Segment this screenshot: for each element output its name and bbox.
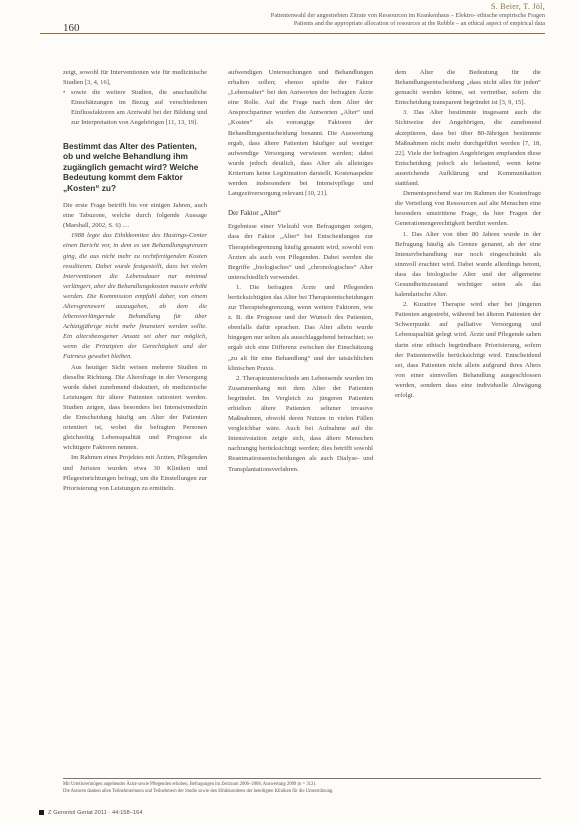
running-author: S. Beier, T. Jöl, (490, 2, 545, 11)
bullet-item: • sowie die weitere Studien, die anschauliche Einschätzungen im Bezug auf verschiedenen Einflussfaktoren am Arztwahl bei der Bildung und zur Interpretation von Angehörigen [11, 13, 19]. (63, 88, 207, 128)
paragraph: Die erste Frage betrifft bis vor einigen Jahren, auch eine Tabuzone, welche durch folgende Aussage (Marshall, 2002, S. 6) .... (63, 202, 207, 230)
footnote-2: Die Autoren danken allen Teilnehmerinnen und Teilnehmern der Studie sowie den Ethikkomitees der beteiligten Kliniken für die Unterstützung. (63, 788, 334, 794)
quote: 1988 legte das Ethikkomitee des Hastings-Center einen Bericht vor, in dem es um Behandlungsgrenzen ging, die aus nicht mehr zu rechtfertigenden Kosten resultieren. Dabei wurde festgestellt, dass bei vielen Interventionen die Lebensdauer nur minimal verlängert, aber die Behandlungskosten massiv erhöht werden. Die Kommission empfahl daher, von einem Altersgrenzwert auszugehen, ab dem die lebensverlängernde Behandlung für über Achtzigjährige nicht mehr finanziert werden sollte. Ein altersbezogener Ansatz sei aber nur möglich, wenn die Prinzipien der Gerechtigkeit und der Fairness gewahrt bleiben. (63, 232, 207, 361)
footnotes (63, 782, 541, 795)
paragraph: aufwendigen Untersuchungen und Behandlungen erhalten sollen; ebenso spielte der Faktor „Lebensalter“ bei den Antworten der befragten Ärzte eine Rolle. Auf die Frage nach dem Alter der Ansprechpartner wurden die Antworten „Alter“ und „Kosten“ als vorrangige Faktoren der Behandlungsentscheidung benannt. Die Auswertung ergab, dass ältere Patienten häufiger auf weniger aufwendige Versorgung verwiesen werden; dabei wurde jedoch deutlich, dass Alter als alleiniges Kriterium keine Legitimation darstellt. Kostenaspekte werden insbesondere bei Intensivpflege und Langzeitversorgung relevant [10, 21]. (228, 69, 373, 198)
page-number: 160 (63, 22, 80, 34)
section-heading: Bestimmt das Alter des Patienten, ob und welche Behandlung ihm zugänglich gemacht wird? Welche Bedeutung kommt dem Faktor „Kosten“ zu? (63, 140, 199, 193)
paragraph: dem Alter die Bedeutung für die Behandlungsentscheidung „dass nicht alles für jeden“ gemacht werden könne, sei vertretbar, sofern die Entscheidung transparent begründet ist [3, 9, 15]. (395, 69, 541, 107)
running-title-de: Patientenwahl der angestrebten Zitrate von Ressourcen im Krankenhaus – Elektro- ethische empirische Fragen (270, 12, 545, 19)
running-title-en: Patients and the appropriate allocation of resources at the Rebble – an ethical aspect of empirical data (293, 20, 545, 27)
paragraph: Im Rahmen eines Projektes mit Ärzten, Pflegenden und Juristen wurden etwa 30 Kliniken und Pflegeeinrichtungen befragt, um die Einstellungen zur Priorisierung von Leistungen zu ermitteln. (63, 454, 207, 492)
paragraph: Dementsprechend war im Rahmen der Kostenfrage die Verteilung von Ressourcen auf alte Menschen eine besonders umstrittene Frage, da hier Fragen der Generationengerechtigkeit berührt werden. (395, 190, 541, 228)
numbered-paragraph: 1. Das Alter von über 80 Jahren wurde in der Befragung häufig als Grenze genannt, ab der eine Intensivbehandlung nur noch eingeschränkt als sinnvoll erachtet wird. Dabei wurde allerdings betont, dass das biologische Alter und der allgemeine Gesundheitszustand wichtiger seien als das kalendarische Alter. (395, 230, 541, 299)
paragraph: zeigt, sowohl für Interventionen wie für medizinische Studien [3, 4, 16], (63, 69, 207, 87)
subheading: Der Faktor „Alter“ (228, 209, 281, 218)
numbered-paragraph: 2. Kurative Therapie wird eher bei jüngeren Patienten angestrebt, während bei älteren Patienten der Schwerpunkt auf palliative Versorgung und Lebensqualität gelegt wird. Ärzte und Pflegende sahen darin eine ethisch begründbare Priorisierung, sofern der Patientenwille berücksichtigt wird. Entscheidend sei, dass Patienten nicht allein aufgrund ihres Alters von einer sinnvollen Behandlung ausgeschlossen werden, sondern dass eine individuelle Abwägung erfolgt. (395, 301, 541, 399)
numbered-paragraph: 3. Das Alter bestimmte insgesamt auch die Sichtweise der Angehörigen, die zunehmend akzeptieren, dass bei über 80-Jährigen bestimmte Maßnahmen nicht mehr durchgeführt werden [7, 18, 22]. Viele der befragten Angehörigen empfanden diese Entscheidung jedoch als belastend, wenn keine ausreichende Aufklärung und Kommunikation stattfand. (395, 109, 541, 188)
page-header (40, 0, 545, 40)
header-rule (40, 33, 545, 34)
paragraph: Aus heutiger Sicht weisen mehrere Studien in dieselbe Richtung. Die Altersfrage in der Versorgung wurde dabei zunehmend diskutiert, ob medizinische Leistungen für ältere Patienten rationiert werden. Studien zeigen, dass besonders bei Intensivmedizin die Entscheidung häufig am Alter der Patienten orientiert ist, wobei die befragten Personen gleichzeitig Lebensqualität und Prognose als wichtigere Faktoren nennen. (63, 363, 207, 452)
page-footer (39, 810, 143, 816)
footer-square-icon (39, 810, 44, 815)
footnote-1: Mit Urteilsvermögen angehender Ärzte sowie Pflegenden erhoben, Befragungen im Zeitraum 2006–2008, Auswertung 2009 (n = 312). (63, 782, 317, 787)
column-2 (228, 68, 373, 475)
footer-text: Z Gerontol Geriat 2011 · 44:158–164 (48, 810, 143, 817)
running-title (75, 12, 545, 28)
numbered-paragraph: 1. Die befragten Ärzte und Pflegenden berücksichtigten das Alter bei Therapieentscheidungen zur Therapiebegrenzung, wenn weitere Faktoren, wie z. B. die Prognose und der Wunsch des Patienten, ebenfalls dafür sprachen. Das Alter allein wurde hingegen nur selten als ausschlaggebend betrachtet; so ergab sich eine Differenz zwischen der Einschätzung „zu alt für eine Behandlung“ und der tatsächlichen klinischen Praxis. (228, 283, 373, 372)
column-1 (63, 68, 207, 494)
paragraph: Ergebnisse einer Vielzahl von Befragungen zeigen, dass der Faktor „Alter“ bei Entscheidungen zur Therapiebegrenzung häufig genannt wird, sowohl von Ärzten als auch von Pflegenden. Dabei werden die Begriffe „biologisches“ und „chronologisches“ Alter unterschiedlich verwendet. (228, 223, 373, 281)
numbered-paragraph: 2. Therapieunterschiede am Lebensende wurden im Zusammenhang mit dem Alter der Patienten begründet. Im Vergleich zu jüngeren Patienten erhielten ältere Patienten seltener invasive Maßnahmen, obwohl deren Nutzen in vielen Fällen vergleichbar wäre. Auch bei Aufnahme auf die Intensivstation zeigte sich, dass ältere Menschen nachrangig berücksichtigt werden; dies betrifft sowohl Reanimationsentscheidungen als auch Dialyse- und Transplantationsverfahren. (228, 374, 373, 473)
footnote-rule (63, 778, 541, 779)
column-3 (395, 68, 541, 401)
